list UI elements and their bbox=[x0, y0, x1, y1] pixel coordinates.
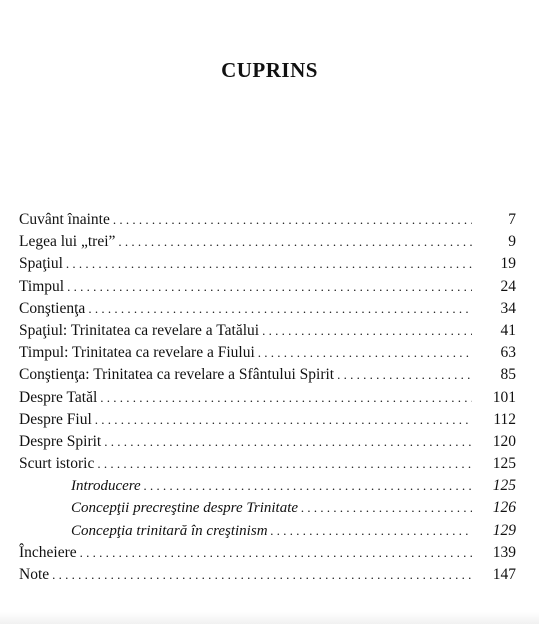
dot-leader bbox=[113, 209, 472, 231]
toc-entry-label: Scurt istoric bbox=[19, 455, 95, 473]
toc-entry-label: Despre Tatăl bbox=[19, 388, 98, 406]
toc-entry-label: Note bbox=[19, 566, 50, 583]
toc-entry-label: Conştienţa: Trinitatea ca revelare a Sfântului Spirit bbox=[19, 366, 335, 384]
toc-entry bbox=[19, 231, 516, 253]
toc-entry-label: Conştienţa bbox=[19, 299, 86, 317]
dot-leader bbox=[104, 431, 472, 453]
toc-entry-page: 41 bbox=[500, 321, 516, 339]
dot-leader bbox=[262, 320, 472, 342]
toc-entry-label: Încheiere bbox=[19, 543, 77, 561]
toc-entry-label: Legea lui „trei” bbox=[19, 233, 116, 251]
toc-subentry-page: 125 bbox=[492, 477, 516, 495]
toc-entry-label: Spaţiul bbox=[19, 255, 63, 273]
toc-subentry-page: 126 bbox=[492, 499, 516, 517]
toc-entry-page: 101 bbox=[492, 388, 516, 406]
toc-subentry-page: 129 bbox=[492, 521, 516, 539]
toc-entry-label: Timpul: Trinitatea ca revelare a Fiului bbox=[19, 344, 255, 362]
dot-leader bbox=[66, 253, 472, 275]
dot-leader bbox=[118, 231, 472, 253]
toc-entry-label: Timpul bbox=[19, 277, 65, 295]
dot-leader bbox=[100, 387, 472, 409]
dot-leader bbox=[80, 542, 472, 564]
dot-leader bbox=[337, 364, 472, 386]
dot-leader bbox=[97, 453, 472, 475]
toc-entry-page: 120 bbox=[492, 432, 516, 450]
dot-leader bbox=[144, 475, 472, 497]
toc-subentry bbox=[19, 497, 516, 519]
toc-entry-page: 7 bbox=[508, 211, 516, 228]
toc-entry-page: 147 bbox=[492, 566, 516, 583]
toc-entry bbox=[19, 387, 516, 409]
toc-entry bbox=[19, 209, 516, 231]
toc-entry-page: 112 bbox=[493, 410, 516, 428]
dot-leader bbox=[258, 342, 472, 364]
toc-subentry bbox=[19, 475, 516, 497]
toc-subentry-label: Concepţia trinitară în creştinism bbox=[71, 522, 268, 539]
toc-entry-page: 125 bbox=[492, 455, 516, 473]
toc-entry bbox=[19, 342, 516, 364]
toc-subentry-label: Concepţii precreştine despre Trinitate bbox=[71, 500, 299, 517]
dot-leader bbox=[67, 276, 472, 298]
toc-subentry bbox=[19, 520, 516, 542]
dot-leader bbox=[271, 520, 472, 542]
page-title: CUPRINS bbox=[221, 58, 318, 82]
toc-entry bbox=[19, 253, 516, 275]
dot-leader bbox=[301, 497, 472, 519]
toc-entry-label: Despre Spirit bbox=[19, 432, 102, 450]
toc-entry bbox=[19, 453, 516, 475]
dot-leader bbox=[88, 298, 472, 320]
toc-entry bbox=[19, 364, 516, 386]
toc-entry bbox=[19, 298, 516, 320]
toc-entry-page: 34 bbox=[500, 299, 516, 317]
toc-entry-page: 24 bbox=[500, 277, 516, 295]
toc-entry-page: 139 bbox=[492, 543, 516, 561]
toc-entry bbox=[19, 542, 516, 564]
toc-entry bbox=[19, 564, 516, 586]
toc-entry-page: 85 bbox=[500, 366, 516, 384]
table-of-contents bbox=[19, 209, 516, 586]
toc-entry-label: Despre Fiul bbox=[19, 410, 92, 428]
toc-entry-page: 19 bbox=[500, 255, 516, 273]
dot-leader bbox=[95, 409, 472, 431]
toc-entry bbox=[19, 320, 516, 342]
dot-leader bbox=[52, 564, 472, 586]
toc-entry bbox=[19, 431, 516, 453]
page-bottom-edge bbox=[0, 612, 539, 624]
toc-entry bbox=[19, 276, 516, 298]
toc-entry-page: 9 bbox=[508, 233, 516, 251]
toc-entry-page: 63 bbox=[500, 344, 516, 362]
toc-entry bbox=[19, 409, 516, 431]
toc-subentry-label: Introducere bbox=[71, 478, 141, 495]
toc-entry-label: Cuvânt înainte bbox=[19, 211, 110, 228]
toc-entry-label: Spaţiul: Trinitatea ca revelare a Tatălui bbox=[19, 321, 260, 339]
